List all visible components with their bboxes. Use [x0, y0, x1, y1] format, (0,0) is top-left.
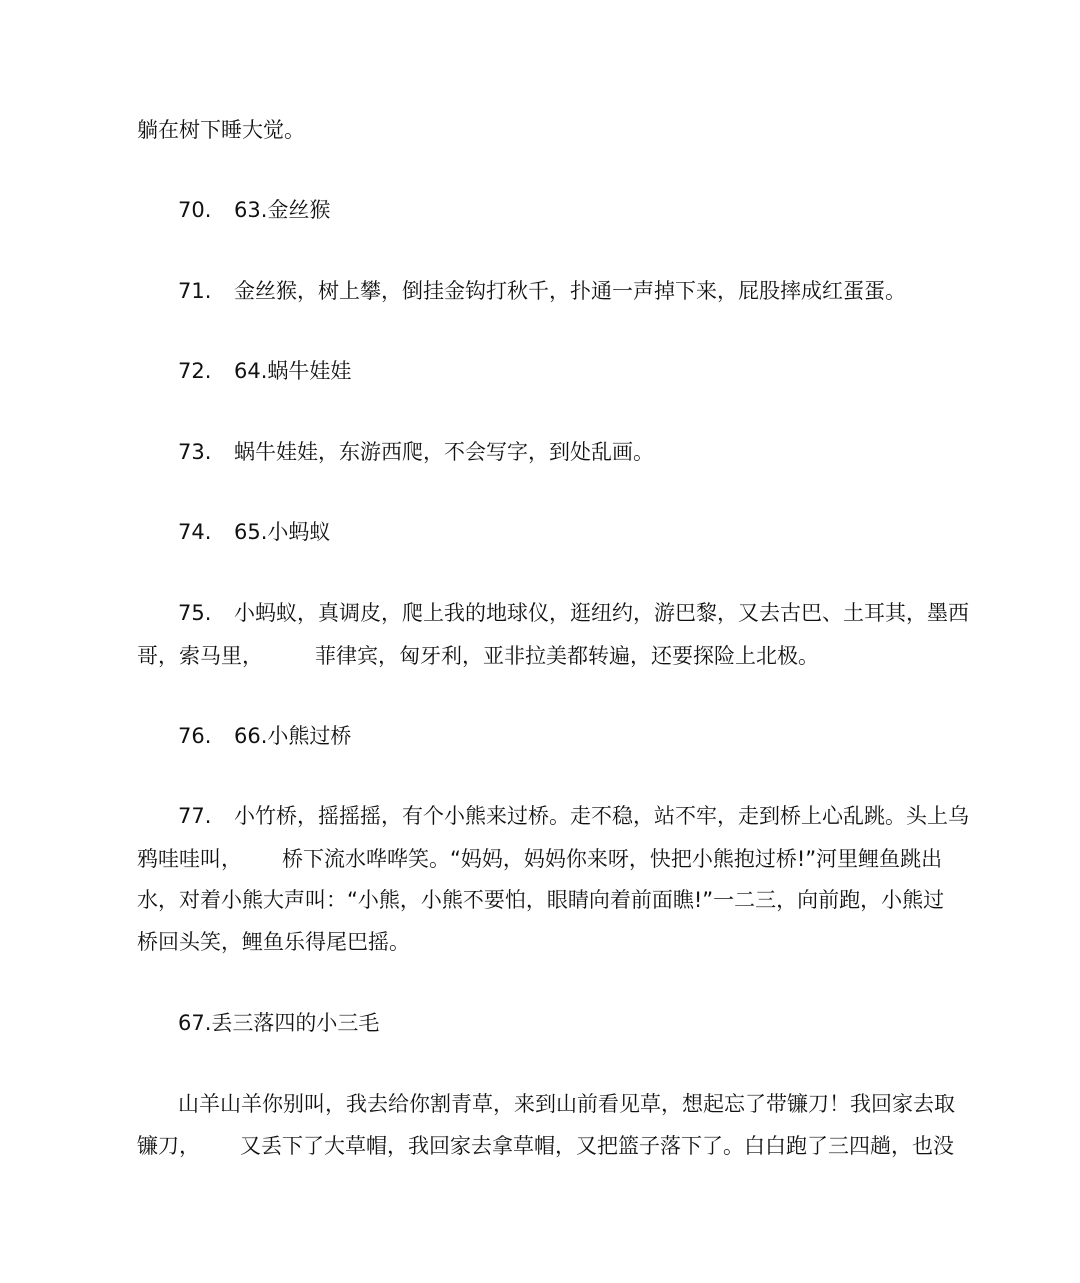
text-line [137, 1132, 957, 1160]
line-text: 又丢下了大草帽，我回家去拿草帽，又把篮子落下了。白白跑了三四趟，也没 [240, 1134, 954, 1158]
line-text: 水，对着小熊大声叫：“小熊，小熊不要怕，眼睛向着前面瞧!”一二三，向前跑，小熊过 [137, 888, 945, 912]
list-text: 63.金丝猴 [234, 198, 331, 222]
text-line [178, 1090, 998, 1118]
line-text: 桥回头笑，鲤鱼乐得尾巴摇。 [137, 930, 410, 954]
line-text: 鸦哇哇叫， [137, 847, 242, 871]
text-line [137, 886, 957, 914]
text-line [137, 642, 957, 670]
list-text: 65.小蚂蚁 [234, 520, 331, 544]
list-text: 64.蜗牛娃娃 [234, 359, 352, 383]
text-line [137, 845, 957, 873]
list-number: 72. [178, 359, 212, 383]
line-text: 山羊山羊你别叫，我去给你割青草，来到山前看见草，想起忘了带镰刀！我回家去取 [178, 1092, 955, 1116]
list-item [178, 438, 998, 466]
line-text: 菲律宾，匈牙利，亚非拉美都转遍，还要探险上北极。 [315, 644, 819, 668]
line-text: 桥下流水哗哗笑。“妈妈，妈妈你来呀，快把小熊抱过桥!”河里鲤鱼跳出 [282, 847, 943, 871]
list-item [178, 722, 998, 750]
line-text: 镰刀， [137, 1134, 200, 1158]
list-text: 金丝猴，树上攀，倒挂金钩打秋千，扑通一声掉下来，屁股摔成红蛋蛋。 [234, 279, 906, 303]
list-item [178, 599, 998, 627]
heading-text: 67.丢三落四的小三毛 [178, 1011, 380, 1035]
text-line [137, 116, 957, 144]
list-text: 66.小熊过桥 [234, 724, 352, 748]
list-text: 蜗牛娃娃，东游西爬，不会写字，到处乱画。 [234, 440, 654, 464]
list-item [178, 802, 998, 830]
list-number: 74. [178, 520, 212, 544]
list-item [178, 277, 998, 305]
list-number: 75. [178, 601, 212, 625]
list-text: 小竹桥，摇摇摇，有个小熊来过桥。走不稳，站不牢，走到桥上心乱跳。头上乌 [234, 804, 969, 828]
list-number: 71. [178, 279, 212, 303]
text-line [137, 928, 957, 956]
list-text: 小蚂蚁，真调皮，爬上我的地球仪，逛纽约，游巴黎，又去古巴、土耳其，墨西 [234, 601, 969, 625]
list-number: 76. [178, 724, 212, 748]
list-item [178, 357, 998, 385]
list-number: 73. [178, 440, 212, 464]
section-heading [178, 1009, 998, 1037]
line-text: 躺在树下睡大觉。 [137, 118, 305, 142]
list-item [178, 518, 998, 546]
list-number: 77. [178, 804, 212, 828]
list-number: 70. [178, 198, 212, 222]
line-text: 哥，索马里， [137, 644, 263, 668]
list-item [178, 196, 998, 224]
